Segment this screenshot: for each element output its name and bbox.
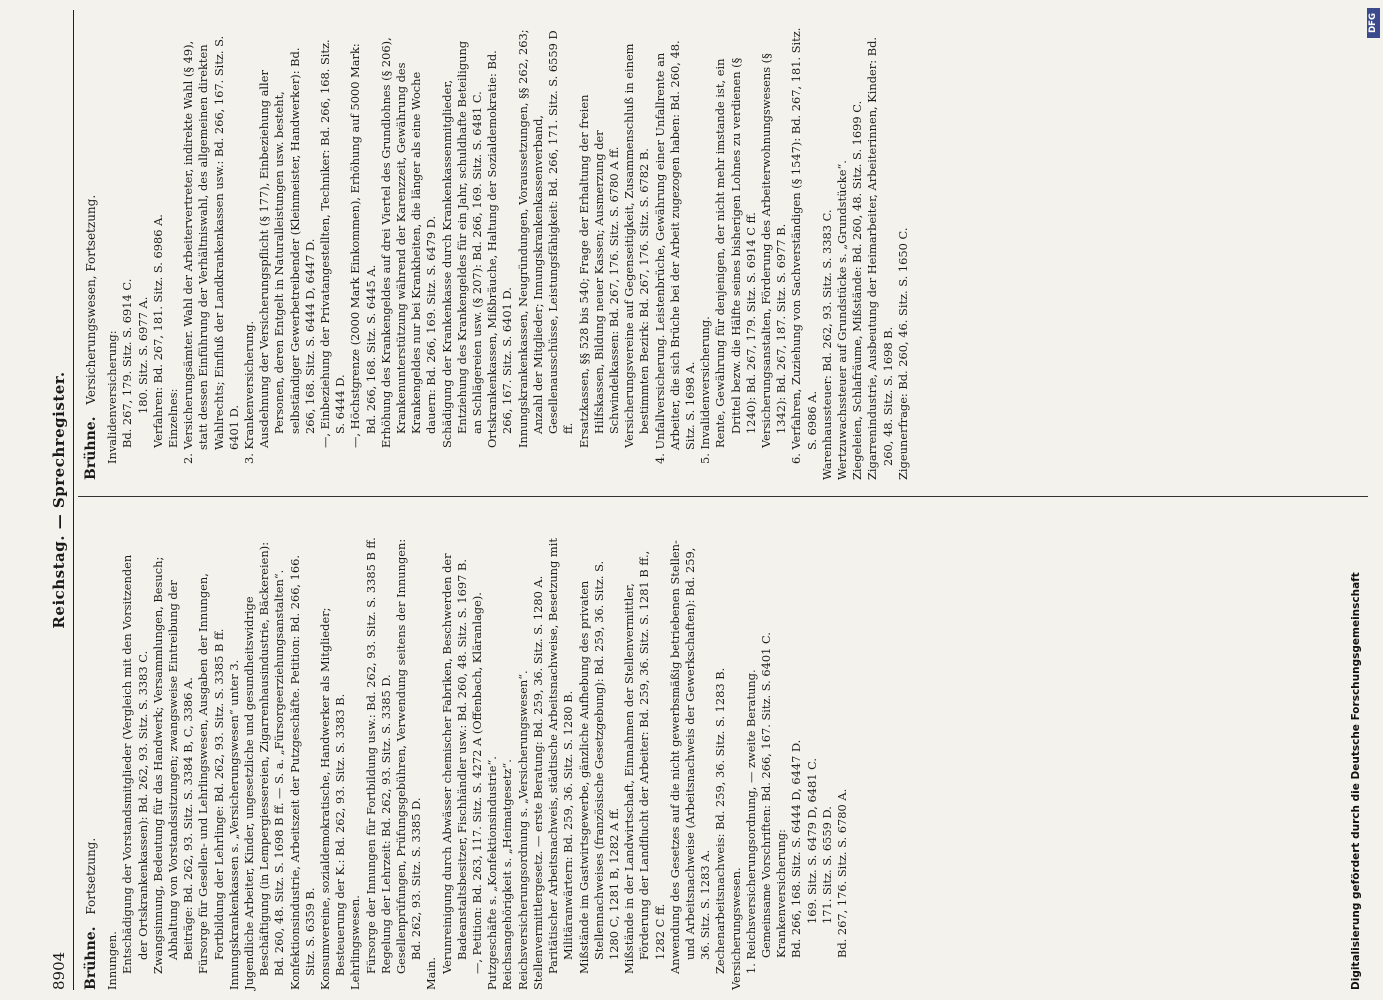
register-entry: 5. Invalidenversicherung. (698, 316, 713, 464)
register-entry: —, Petition: Bd. 263, 117. Sitz. S. 4272 A (Offenbach, Kläranlage). (470, 592, 485, 974)
register-entry: Fürsorge für Gesellen- und Lehrlingswesen, Ausgaben der Innungen, Fortbildung der Lehrlinge: Bd. 262, 93. Sitz. S. 3385 B ff. (196, 573, 226, 974)
register-entry: Rente, Gewährung für denjenigen, der nicht mehr imstande ist, ein Drittel bezw. die Hälfte seines bisherigen Lohnes zu verdienen (§ 1240): Bd. 267, 179. Sitz. S. 6914 C ff. (713, 57, 758, 448)
register-entry: Schädigung der Krankenkasse durch Krankenkassenmitglieder, Entziehung des Krankengeldes für ein Jahr, schuldhafte Beteiligung an Schlägereien usw. (§ 207): Bd. 266, 169. Sitz. S. 6481 C. (439, 40, 485, 448)
register-entry: Jugendliche Arbeiter, Kinder, ungesetzliche und gesundheitswidrige Beschäftigung (in Lempergiessereien, Zigarrenhausindustrie, Bäckereien): Bd. 260, 48. Sitz. S. 1698 B ff. — S. a. „Fürsorgeerziehungsanstalten“. (242, 541, 287, 990)
register-entry: Invalidenversicherung: (105, 330, 120, 464)
register-entry: Reichsversicherungsordnung s. „Versicherungswesen“. (515, 670, 530, 990)
left-column-heading (84, 535, 99, 990)
register-entry: Innungskrankenkassen s. „Versicherungswesen“ unter 3. (226, 659, 241, 990)
register-entry: Regelung der Lehrzeit: Bd. 262, 93. Sitz. S. 3385 D. (378, 674, 393, 974)
register-entry: Krankenversicherung: (774, 829, 789, 958)
digitization-note (1348, 10, 1370, 990)
register-entry: 3. Krankenversicherung. (242, 320, 257, 464)
register-entry: Mißstände im Gastwirtsgewerbe, gänzliche Aufhebung des privaten Stellennachweises (französische Gesetzgebung): Bd. 259, 36. Sitz. S. 1280 C, 1281 B, 1282 A ff. (576, 560, 621, 974)
register-entry: Ziegeleien, Schlafräume, Mißstände: Bd. 260, 48. Sitz. S. 1699 C. (850, 100, 865, 480)
register-entry: Innungskrankenkassen, Neugründungen, Voraussetzungen, §§ 262, 263; Anzahl der Mitglieder; Innungskrankenkassenverband, Gesellenausschüsse, Leistungsfähigkeit: Bd. 266, 171. Sitz. S. 6559 D ff. (515, 29, 576, 448)
register-entry: Erhöhung des Krankengeldes auf drei Viertel des Grundlohnes (§ 206), Krankenunterstützung während der Karenzzeit, Gewährung des Krankengeldes nur bei Krankheiten, die länger als eine Woche dauern: Bd. 266, 169. Sitz. S. 6479 D. (378, 37, 439, 448)
register-entry: —, Einbeziehung der Privatangestellten, Techniker: Bd. 266, 168. Sitz. S. 6444 D. (318, 39, 348, 448)
register-entry: Bd. 267, 179. Sitz. S. 6914 C. (120, 278, 135, 448)
register-entry: Putzgeschäfte s. „Konfektionsindustrie“. (485, 756, 500, 990)
dfg-logo-text: DFG (1368, 13, 1378, 33)
register-entry: Bd. 267, 176. Sitz. S. 6780 A. (834, 788, 849, 958)
register-entry: Anwendung des Gesetzes auf die nicht gewerbsmäßig betriebenen Stellen- und Arbeitsnachweise (Arbeitsnachweis der Gewerkschaften): Bd. 259, 36. Sitz. S. 1283 A. (667, 540, 713, 974)
page-number: 8904 (50, 951, 68, 990)
register-entry: —, Höchstgrenze (2000 Mark Einkommen), Erhöhung auf 5000 Mark: Bd. 266, 168. Sitz. S. 6445 A. (348, 43, 378, 448)
left-column (84, 535, 850, 990)
register-entry: Fürsorge der Innungen für Fortbildung usw.: Bd. 262, 93. Sitz. S. 3385 B ff. (363, 537, 378, 974)
register-entry: Innungen. (105, 931, 120, 990)
register-entry: Zigeunerfrage: Bd. 260, 46. Sitz. S. 1650 C. (895, 227, 910, 480)
register-entry: Verunreinigung durch Abwässer chemischer Fabriken, Beschwerden der Badeanstaltsbesitzer, Fischhändler usw.: Bd. 260, 48. Sitz. S. 1697 B. (439, 553, 469, 974)
header-rule (73, 10, 74, 990)
register-entry: Wertzuwachssteuer auf Grundstücke s. „Grundstücke“. (834, 160, 849, 480)
column-divider (78, 496, 1368, 497)
register-entry: Gesellenprüfungen, Prüfungsgebühren, Verwendung seitens der Innungen: Bd. 262, 93. Sitz. S. 3385 D. (394, 538, 424, 974)
register-entry: Lehrlingswesen. (348, 895, 363, 990)
register-entry: Einzelnes: (166, 388, 181, 448)
register-entry: 4. Unfallversicherung. Leistenbrüche, Gewährung einer Unfallrente an Arbeiter, die sich Brüche bei der Arbeit zugezogen haben: Bd. 260, 48. Sitz. S. 1698 A. (652, 40, 697, 464)
register-entry: Entschädigung der Vorstandsmitglieder (Vergleich mit den Vorsitzenden der Ortskrankenkassen): Bd. 262, 93. Sitz. S. 3383 C. (120, 554, 150, 974)
right-column (84, 25, 911, 480)
register-entry: Ortskrankenkassen, Mißbräuche, Haltung der Sozialdemokratie: Bd. 266, 167. Sitz. S. 6401 D. (485, 50, 515, 448)
register-entry: Ersatzkassen, §§ 528 bis 540; Frage der Erhaltung der freien Hilfskassen, Bildung neuer Kassen; Ausmerzung der Schwindelkassen: Bd. 267, 176. Sitz. S. 6780 A ff. (576, 94, 621, 448)
continuation-note: Versicherungswesen, Fortsetzung. (84, 194, 98, 405)
speaker-name: Brühne. (83, 926, 99, 990)
register-entry: Reichsangehörigkeit s. „Heimatgesetz“. (500, 759, 515, 990)
register-entry: Verfahren: Bd. 267, 181. Sitz. S. 6986 A. (150, 214, 165, 448)
register-entry: Mißstände in der Landwirtschaft, Einnahmen der Stellenvermittler, Förderung der Landflucht der Arbeiter: Bd. 259, 36. Sitz. S. 1281 B ff., 1282 C ff. (622, 550, 667, 974)
register-entry: 1. Reichsversicherungsordnung, — zweite Beratung. (743, 669, 758, 974)
register-entry: 2. Versicherungsämter. Wahl der Arbeitervertreter, indirekte Wahl (§ 49), statt dessen Einführung der Verhältniswahl, des allgemeinen direkten Wahlrechts; Einfluß der Landkrankenkassen usw.: Bd. 266, 167. Sitz. S. 6401 D. (181, 35, 241, 464)
register-entry: Stellenvermittlergesetz. — erste Beratung: Bd. 259, 36. Sitz. S. 1280 A. (530, 575, 545, 990)
register-entry: Ausdehnung der Versicherungspflicht (§ 177), Einbeziehung aller Personen, deren Entgelt in Naturalleistungen usw. besteht, selbständiger Gewerbetreibender (Kleinmeister, Handwerker): Bd. 266, 168. Sitz. S. 6444 D, 6447 D. (257, 47, 317, 448)
dfg-logo (1367, 8, 1380, 38)
speaker-name: Brühne. (83, 416, 99, 480)
right-column-heading (84, 25, 99, 480)
register-entry: Bd. 266, 168. Sitz. S. 6444 D, 6447 D. (789, 739, 804, 958)
register-entry: 169. Sitz. S. 6479 D, 6481 C. (804, 757, 819, 924)
register-entry: 6. Verfahren, Zuziehung von Sachverständigen (§ 1547): Bd. 267, 181. Sitz. S. 6986 A. (789, 27, 819, 464)
register-entry: Zechenarbeitsnachweis: Bd. 259, 36. Sitz. S. 1283 B. (713, 667, 728, 974)
register-entry: Paritätischer Arbeitsnachweis, städtische Arbeitsnachweise, Besetzung mit Militäranwärtern: Bd. 259, 36. Sitz. S. 1280 B. (546, 538, 576, 974)
right-entries (105, 25, 911, 480)
digitization-note-text: Digitalisierung gefördert durch die Deutsche Forschungsgemeinschaft (1350, 572, 1362, 990)
register-entry: Versicherungsanstalten, Förderung des Arbeiterwohnungswesens (§ 1342): Bd. 267, 187. Sitz. S. 6977 B. (758, 53, 789, 448)
register-entry: Zigarrenindustrie, Ausbeutung der Heimarbeiter, Arbeiterinnen, Kinder: Bd. 260, 48. Sitz. S. 1698 B. (865, 37, 895, 480)
register-entry: Gemeinsame Vorschriften: Bd. 266, 167. Sitz. S. 6401 C. (758, 632, 773, 958)
register-entry: Warenhaussteuer: Bd. 262, 93. Sitz. S. 3383 C. (819, 209, 834, 480)
register-entry: Main. (424, 956, 439, 990)
register-entry: Konfektionsindustrie, Arbeitszeit der Putzgeschäfte. Petition: Bd. 266, 166. Sitz. S. 6359 B. (287, 554, 317, 990)
register-entry: Zwangsinnung, Bedeutung für das Handwerk; Versammlungen, Besuch; Abhaltung von Vorstandssitzungen; zwangsweise Eintreibung der Beiträge: Bd. 262, 93. Sitz. S. 3384 B, C, 3386 A. (150, 556, 196, 974)
register-entry: 180. Sitz. S. 6977 A. (135, 296, 150, 414)
continuation-note: Fortsetzung. (84, 837, 98, 915)
register-entry: Versicherungsvereine auf Gegenseitigkeit, Zusammenschluß in einem bestimmten Bezirk: Bd. 267, 176. Sitz. S. 6782 B. (622, 43, 652, 448)
left-entries (105, 535, 850, 990)
register-entry: Konsumvereine, sozialdemokratische, Handwerker als Mitglieder; Besteuerung der K.: Bd. 262, 93. Sitz. S. 3383 B. (318, 607, 348, 990)
register-entry: 171. Sitz. S. 6559 D. (819, 806, 834, 924)
running-head: Reichstag. — Sprechregister. (50, 371, 68, 629)
register-entry: Versicherungswesen. (728, 867, 743, 990)
